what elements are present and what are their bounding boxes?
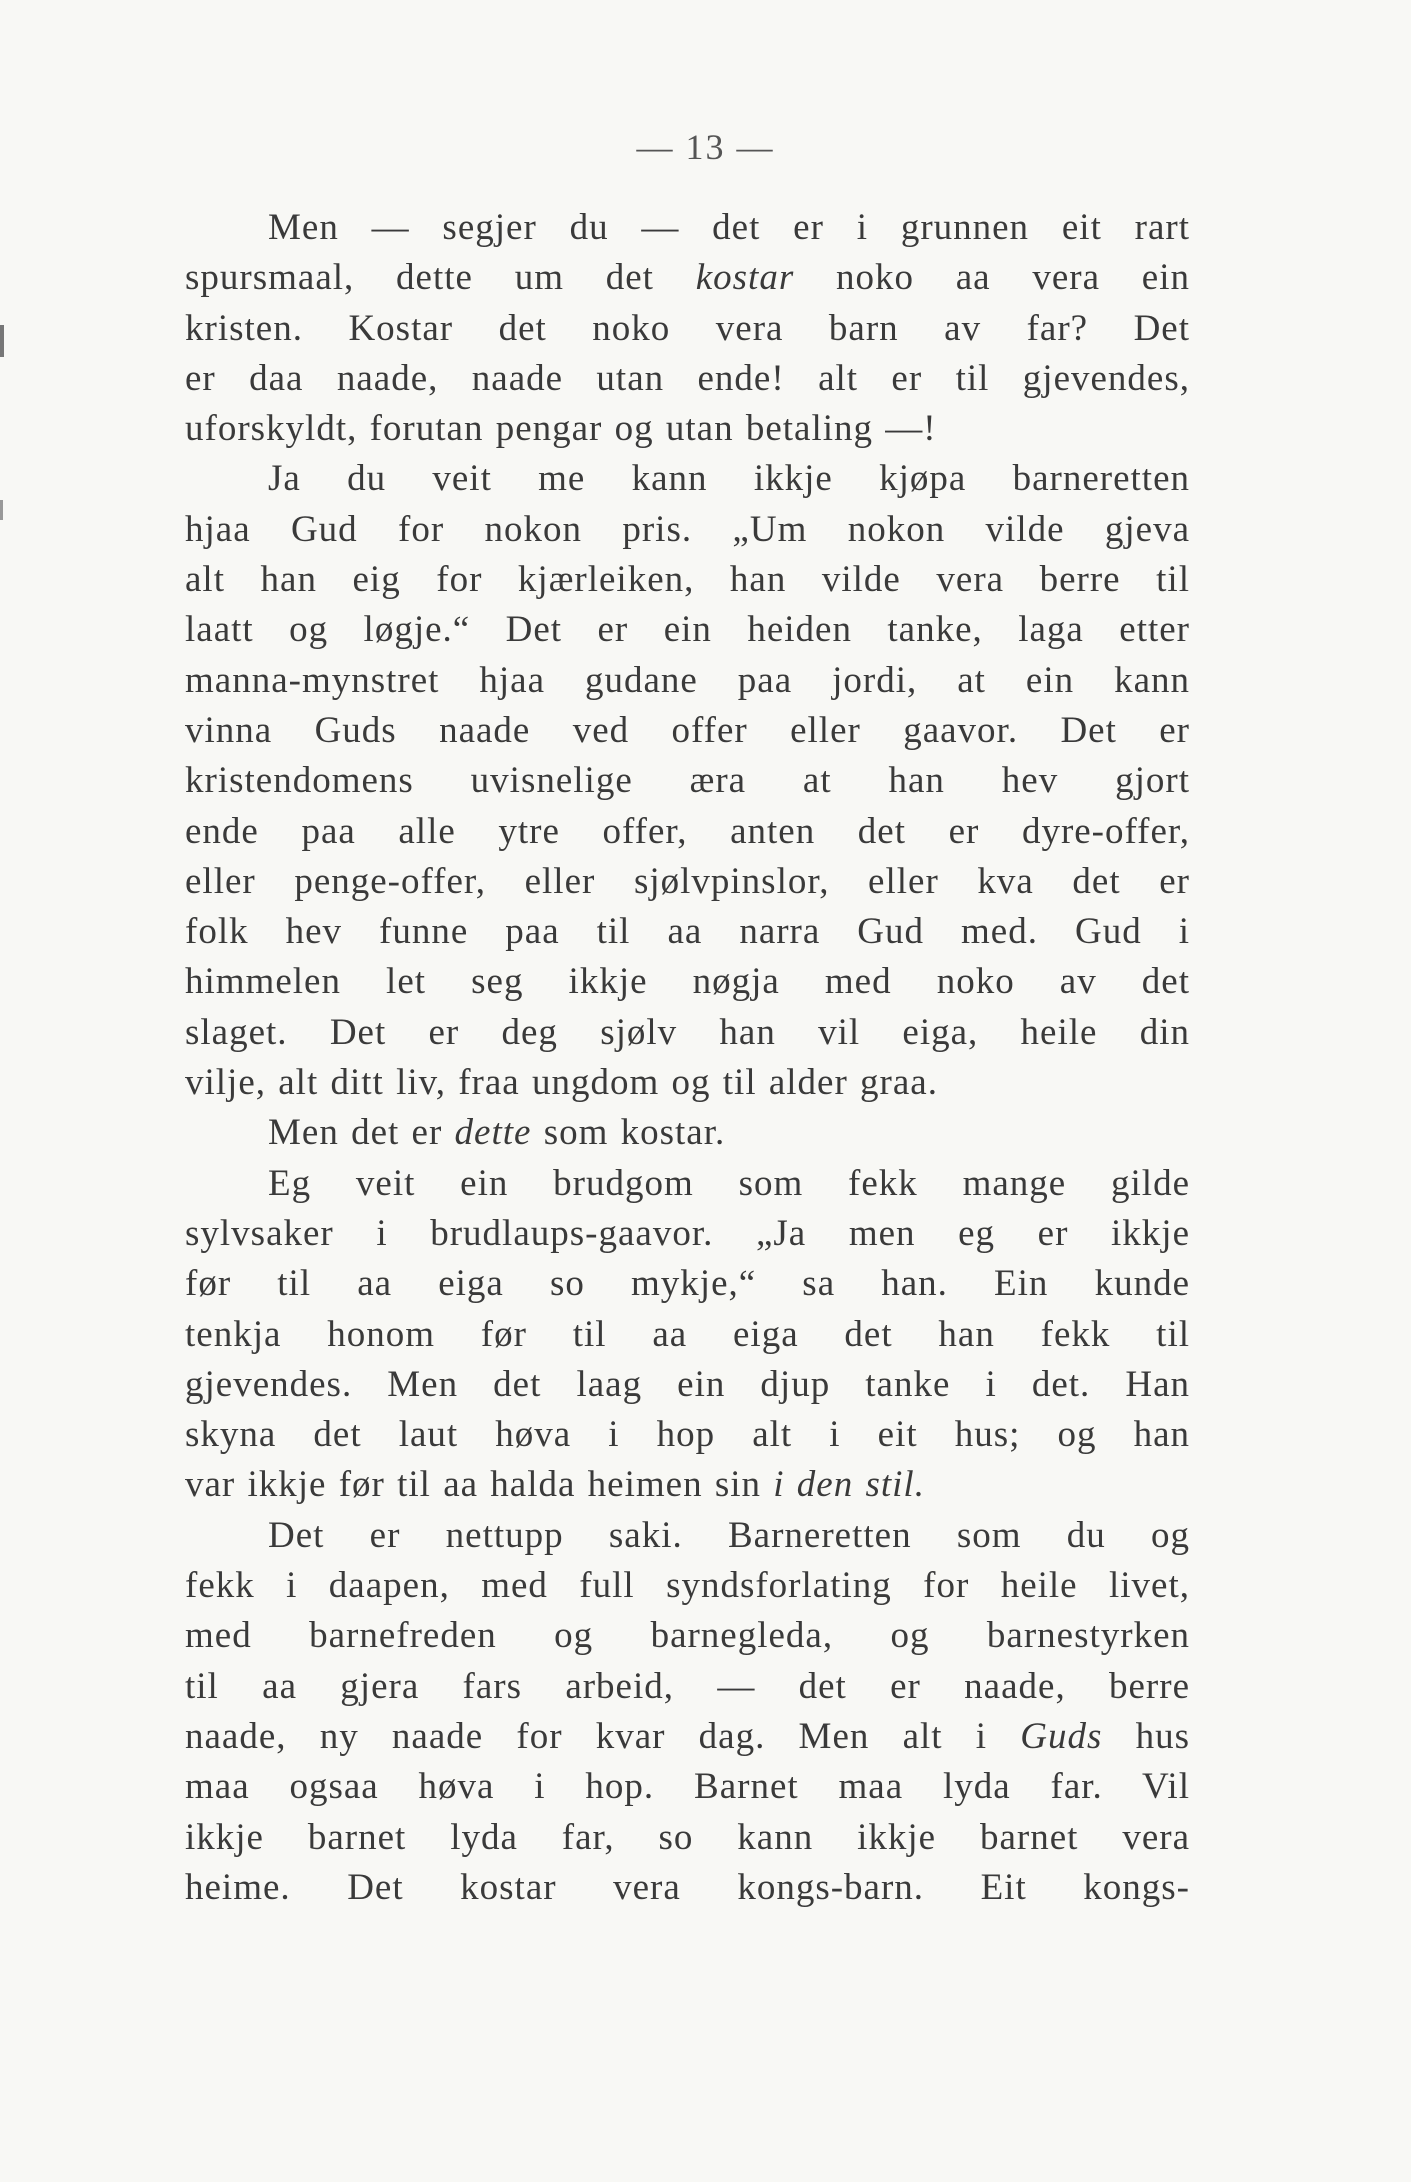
- text-line: [185, 656, 1190, 706]
- text-line: [185, 1813, 1190, 1863]
- text-line: [185, 1360, 1190, 1410]
- text-line: [185, 555, 1190, 605]
- text-line: [185, 505, 1190, 555]
- italic-emphasis: kostar: [695, 257, 795, 299]
- text-line: [185, 1460, 1190, 1510]
- text-line-content: Eg veit ein brudgom som fekk mange gilde: [268, 1162, 1190, 1204]
- text-line-content: slaget. Det er deg sjølv han vil eiga, heile din: [185, 1011, 1190, 1053]
- text-line-content: himmelen let seg ikkje nøgja med noko av det: [185, 961, 1190, 1003]
- page-number: — 13 —: [636, 127, 775, 167]
- text-line-content: laatt og løgje.“ Det er ein heiden tanke, laga etter: [185, 609, 1190, 651]
- text-line-content: naade, ny naade for kvar dag. Men alt i: [185, 1715, 1021, 1757]
- text-line: [185, 1762, 1190, 1812]
- text-line-content: uforskyldt, forutan pengar og utan betaling —!: [185, 408, 937, 450]
- text-line: [185, 1008, 1190, 1058]
- text-line-content: er daa naade, naade utan ende! alt er til gjevendes,: [185, 357, 1190, 399]
- italic-emphasis: i den stil.: [773, 1464, 925, 1506]
- text-line-content: kristendomens uvisnelige æra at han hev gjort: [185, 760, 1190, 802]
- text-line: [185, 1410, 1190, 1460]
- text-line-content: Men det er: [268, 1112, 455, 1154]
- text-line: [185, 1561, 1190, 1611]
- text-line-content: maa ogsaa høva i hop. Barnet maa lyda far. Vil: [185, 1766, 1190, 1808]
- text-line-continuation: som kostar.: [531, 1112, 726, 1154]
- text-line-content: eller penge-offer, eller sjølvpinslor, eller kva det er: [185, 860, 1190, 902]
- text-line: [185, 203, 1190, 253]
- text-line: [185, 1259, 1190, 1309]
- text-line-content: tenkja honom før til aa eiga det han fekk til: [185, 1313, 1190, 1355]
- italic-emphasis: dette: [454, 1112, 532, 1154]
- text-line-continuation: noko aa vera ein: [794, 257, 1190, 299]
- text-line: [185, 605, 1190, 655]
- scan-edge-mark: [0, 500, 3, 520]
- text-line-content: Men — segjer du — det er i grunnen eit rart: [268, 207, 1190, 248]
- text-line-content: folk hev funne paa til aa narra Gud med. Gud i: [185, 911, 1190, 953]
- body-text: [185, 203, 1190, 1913]
- text-line-content: Det er nettupp saki. Barneretten som du og: [268, 1514, 1190, 1556]
- text-line: [185, 454, 1190, 504]
- text-line: [185, 1209, 1190, 1259]
- text-line: [185, 706, 1190, 756]
- text-line-content: spursmaal, dette um det: [185, 257, 696, 299]
- text-line-content: hjaa Gud for nokon pris. „Um nokon vilde gjeva: [185, 508, 1190, 550]
- italic-emphasis: Guds: [1020, 1715, 1103, 1757]
- text-line-content: til aa gjera fars arbeid, — det er naade, berre: [185, 1665, 1190, 1707]
- text-line-content: gjevendes. Men det laag ein djup tanke i det. Han: [185, 1363, 1190, 1405]
- text-line: [185, 1712, 1190, 1762]
- text-line-content: manna-mynstret hjaa gudane paa jordi, at ein kann: [185, 659, 1190, 701]
- scan-edge-mark: [0, 325, 4, 357]
- text-line: [185, 1511, 1190, 1561]
- text-line-content: vinna Guds naade ved offer eller gaavor. Det er: [185, 709, 1190, 751]
- text-line: [185, 907, 1190, 957]
- text-line-continuation: hus: [1102, 1715, 1190, 1757]
- text-line-content: før til aa eiga so mykje,“ sa han. Ein kunde: [185, 1263, 1190, 1305]
- text-line: [185, 404, 1190, 454]
- text-line: [185, 756, 1190, 806]
- text-line: [185, 1310, 1190, 1360]
- text-line-content: Ja du veit me kann ikkje kjøpa barneretten: [268, 458, 1190, 500]
- text-line: [185, 1108, 1190, 1158]
- text-line: [185, 857, 1190, 907]
- text-line: [185, 304, 1190, 354]
- text-line: [185, 1159, 1190, 1209]
- text-line-content: kristen. Kostar det noko vera barn av far? Det: [185, 307, 1190, 349]
- text-line-content: alt han eig for kjærleiken, han vilde vera berre til: [185, 559, 1190, 601]
- text-line-content: vilje, alt ditt liv, fraa ungdom og til alder graa.: [185, 1062, 938, 1104]
- text-line-content: fekk i daapen, med full syndsforlating for heile livet,: [185, 1565, 1190, 1607]
- text-line-content: skyna det laut høva i hop alt i eit hus; og han: [185, 1414, 1190, 1456]
- text-line: [185, 1662, 1190, 1712]
- text-line: [185, 1058, 1190, 1108]
- text-line-content: heime. Det kostar vera kongs-barn. Eit kongs-: [185, 1866, 1190, 1908]
- text-line-content: ende paa alle ytre offer, anten det er dyre-offer,: [185, 810, 1190, 852]
- text-line: [185, 253, 1190, 303]
- text-line-content: var ikkje før til aa halda heimen sin: [185, 1464, 774, 1506]
- text-line: [185, 957, 1190, 1007]
- text-line-content: ikkje barnet lyda far, so kann ikkje barnet vera: [185, 1816, 1190, 1858]
- text-line-content: sylvsaker i brudlaups-gaavor. „Ja men eg er ikkje: [185, 1212, 1190, 1254]
- text-line-content: med barnefreden og barnegleda, og barnestyrken: [185, 1615, 1190, 1657]
- text-line: [185, 354, 1190, 404]
- text-line: [185, 1863, 1190, 1913]
- text-line: [185, 807, 1190, 857]
- text-line: [185, 1611, 1190, 1661]
